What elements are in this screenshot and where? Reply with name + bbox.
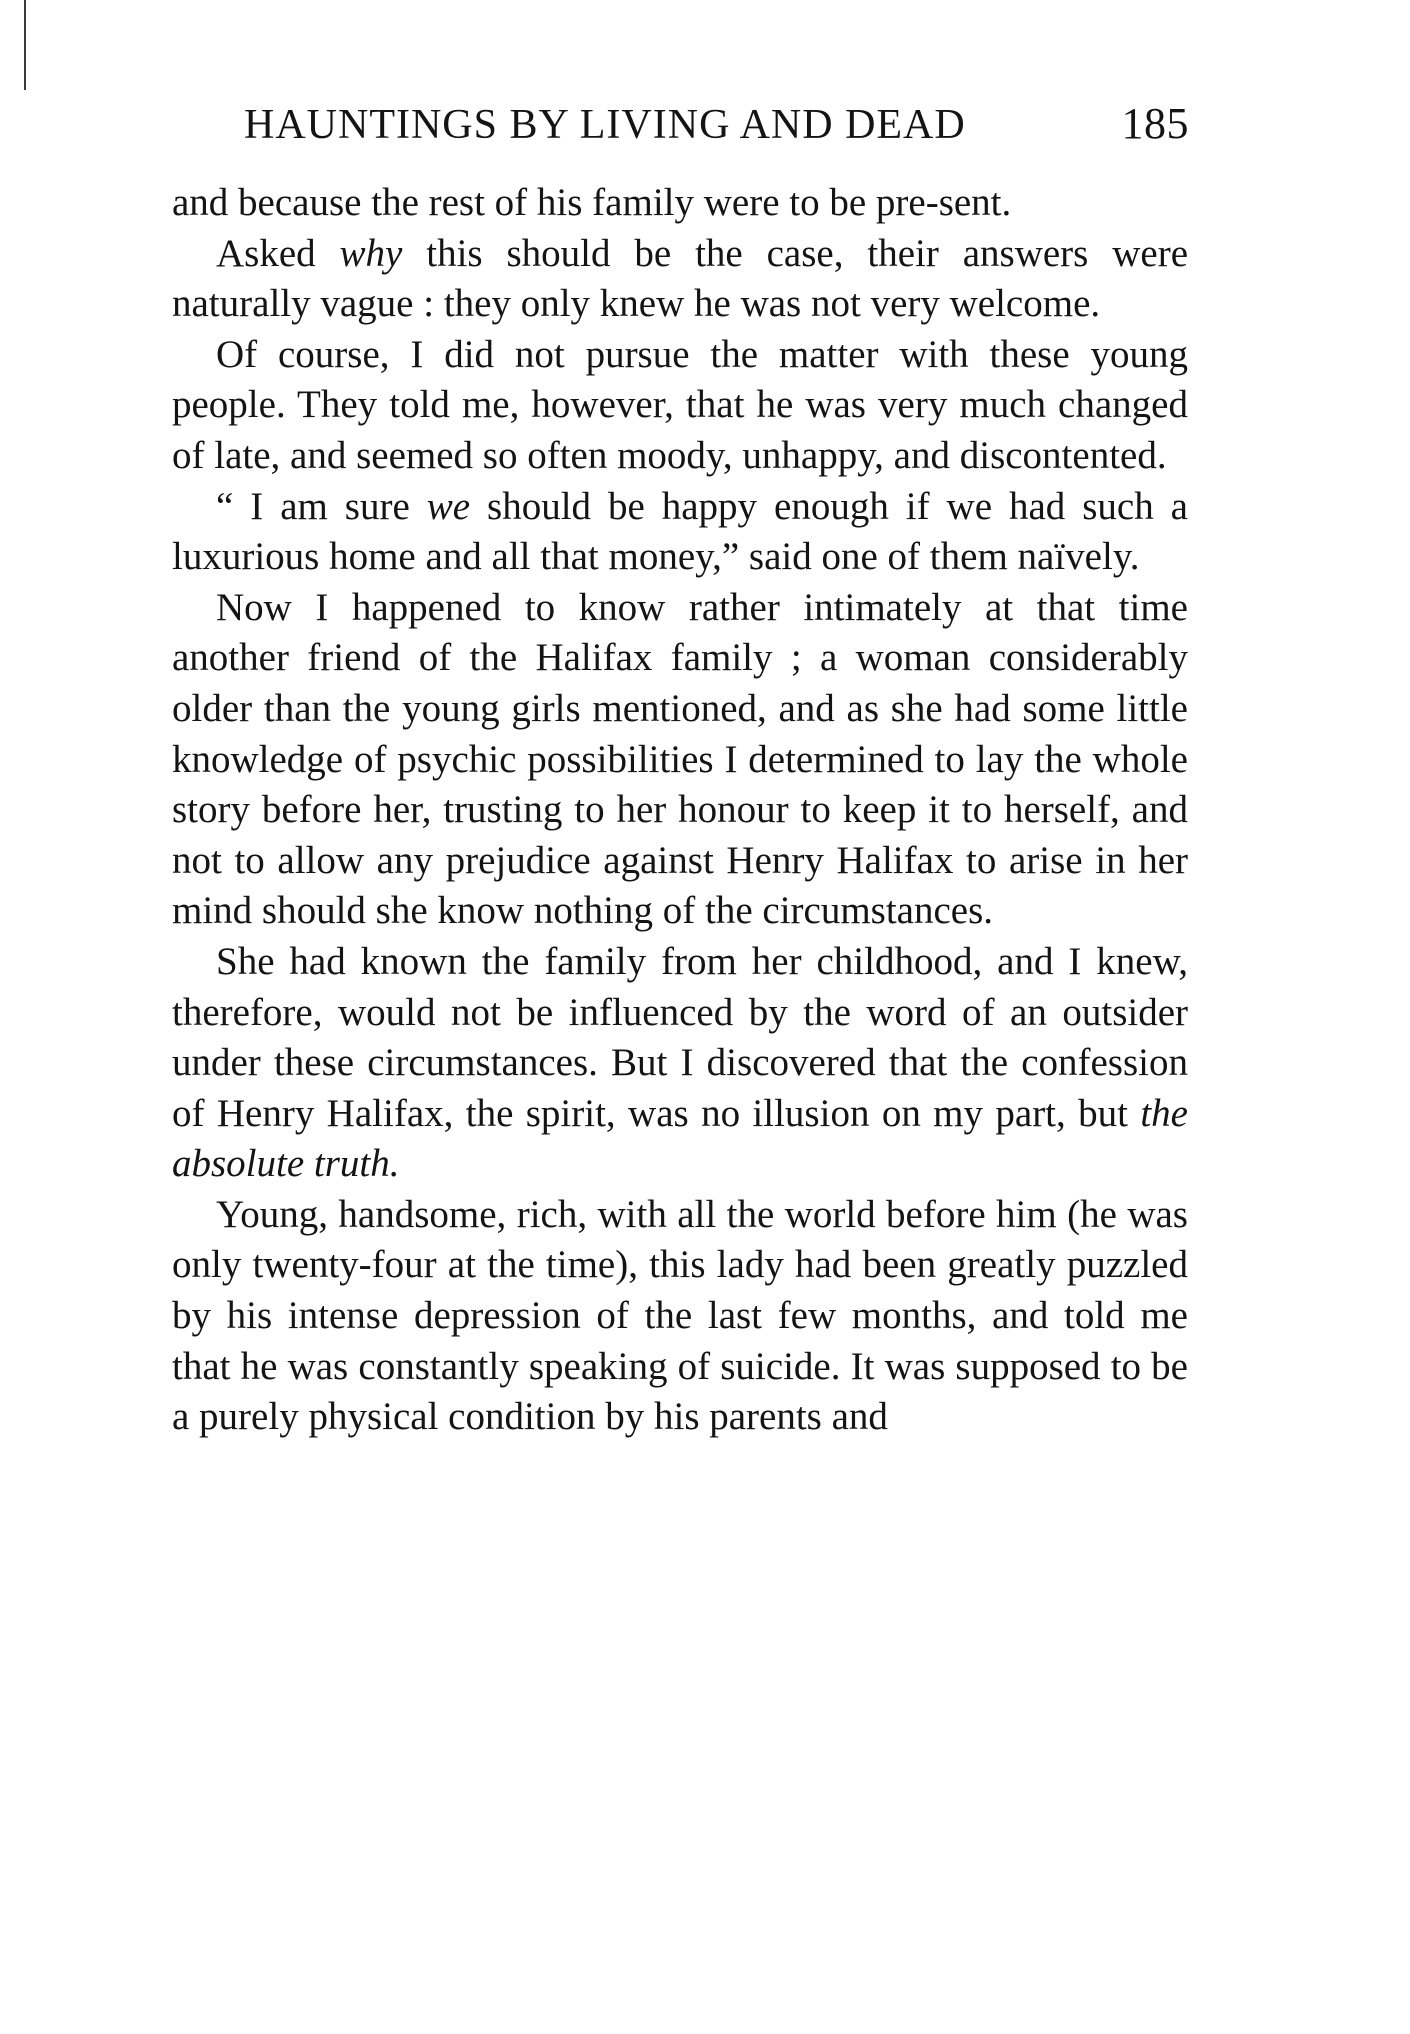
- left-margin-line: [24, 0, 26, 90]
- running-header: [244, 98, 1189, 168]
- paragraph: [172, 482, 1188, 583]
- italic-text: the absolute truth.: [172, 1091, 1188, 1186]
- text-run: Of course, I did not pursue the matter with these young people. They told me, however, that he was very much changed of late, and seemed so often moody, unhappy, and discontented.: [172, 332, 1188, 477]
- running-title: HAUNTINGS BY LIVING AND DEAD: [244, 102, 966, 148]
- paragraph: [172, 330, 1188, 482]
- text-run: “ I am sure: [216, 484, 427, 528]
- body-text: [172, 178, 1188, 1443]
- paragraph: [172, 1190, 1188, 1443]
- text-run: She had known the family from her childhood, and I knew, therefore, would not be influenced by the word of an outsider under these circumstances. But I discovered that the confession of Henry Halifax, the spirit, was no illusion on my part, but: [172, 939, 1188, 1135]
- paragraph: [172, 583, 1188, 937]
- text-run: Now I happened to know rather intimately at that time another friend of the Halifax family ; a woman considerably older than the young girls mentioned, and as she had some little knowledge of psychic possibilities I determined to lay the whole story before her, trusting to her honour to keep it to herself, and not to allow any prejudice against Henry Halifax to arise in her mind should she know nothing of the circumstances.: [172, 585, 1188, 933]
- text-run: Asked: [216, 231, 340, 275]
- italic-text: we: [426, 484, 471, 528]
- paragraph: [172, 229, 1188, 330]
- paragraph: [172, 178, 1188, 229]
- text-run: should be happy enough if we had such a luxurious home and all that money,” said one of them naïvely.: [172, 484, 1188, 579]
- text-run: Young, handsome, rich, with all the world before him (he was only twenty-four at the time), this lady had been greatly puzzled by his intense depression of the last few months, and told me that he was constantly speaking of suicide. It was supposed to be a purely physical condition by his parents and: [172, 1192, 1188, 1439]
- text-run: and because the rest of his family were to be pre-sent.: [172, 181, 1012, 224]
- italic-text: why: [339, 231, 403, 275]
- page-number: 185: [1121, 99, 1189, 148]
- text-run: this should be the case, their answers were naturally vague : they only knew he was not very welcome.: [172, 231, 1188, 326]
- paragraph: [172, 937, 1188, 1190]
